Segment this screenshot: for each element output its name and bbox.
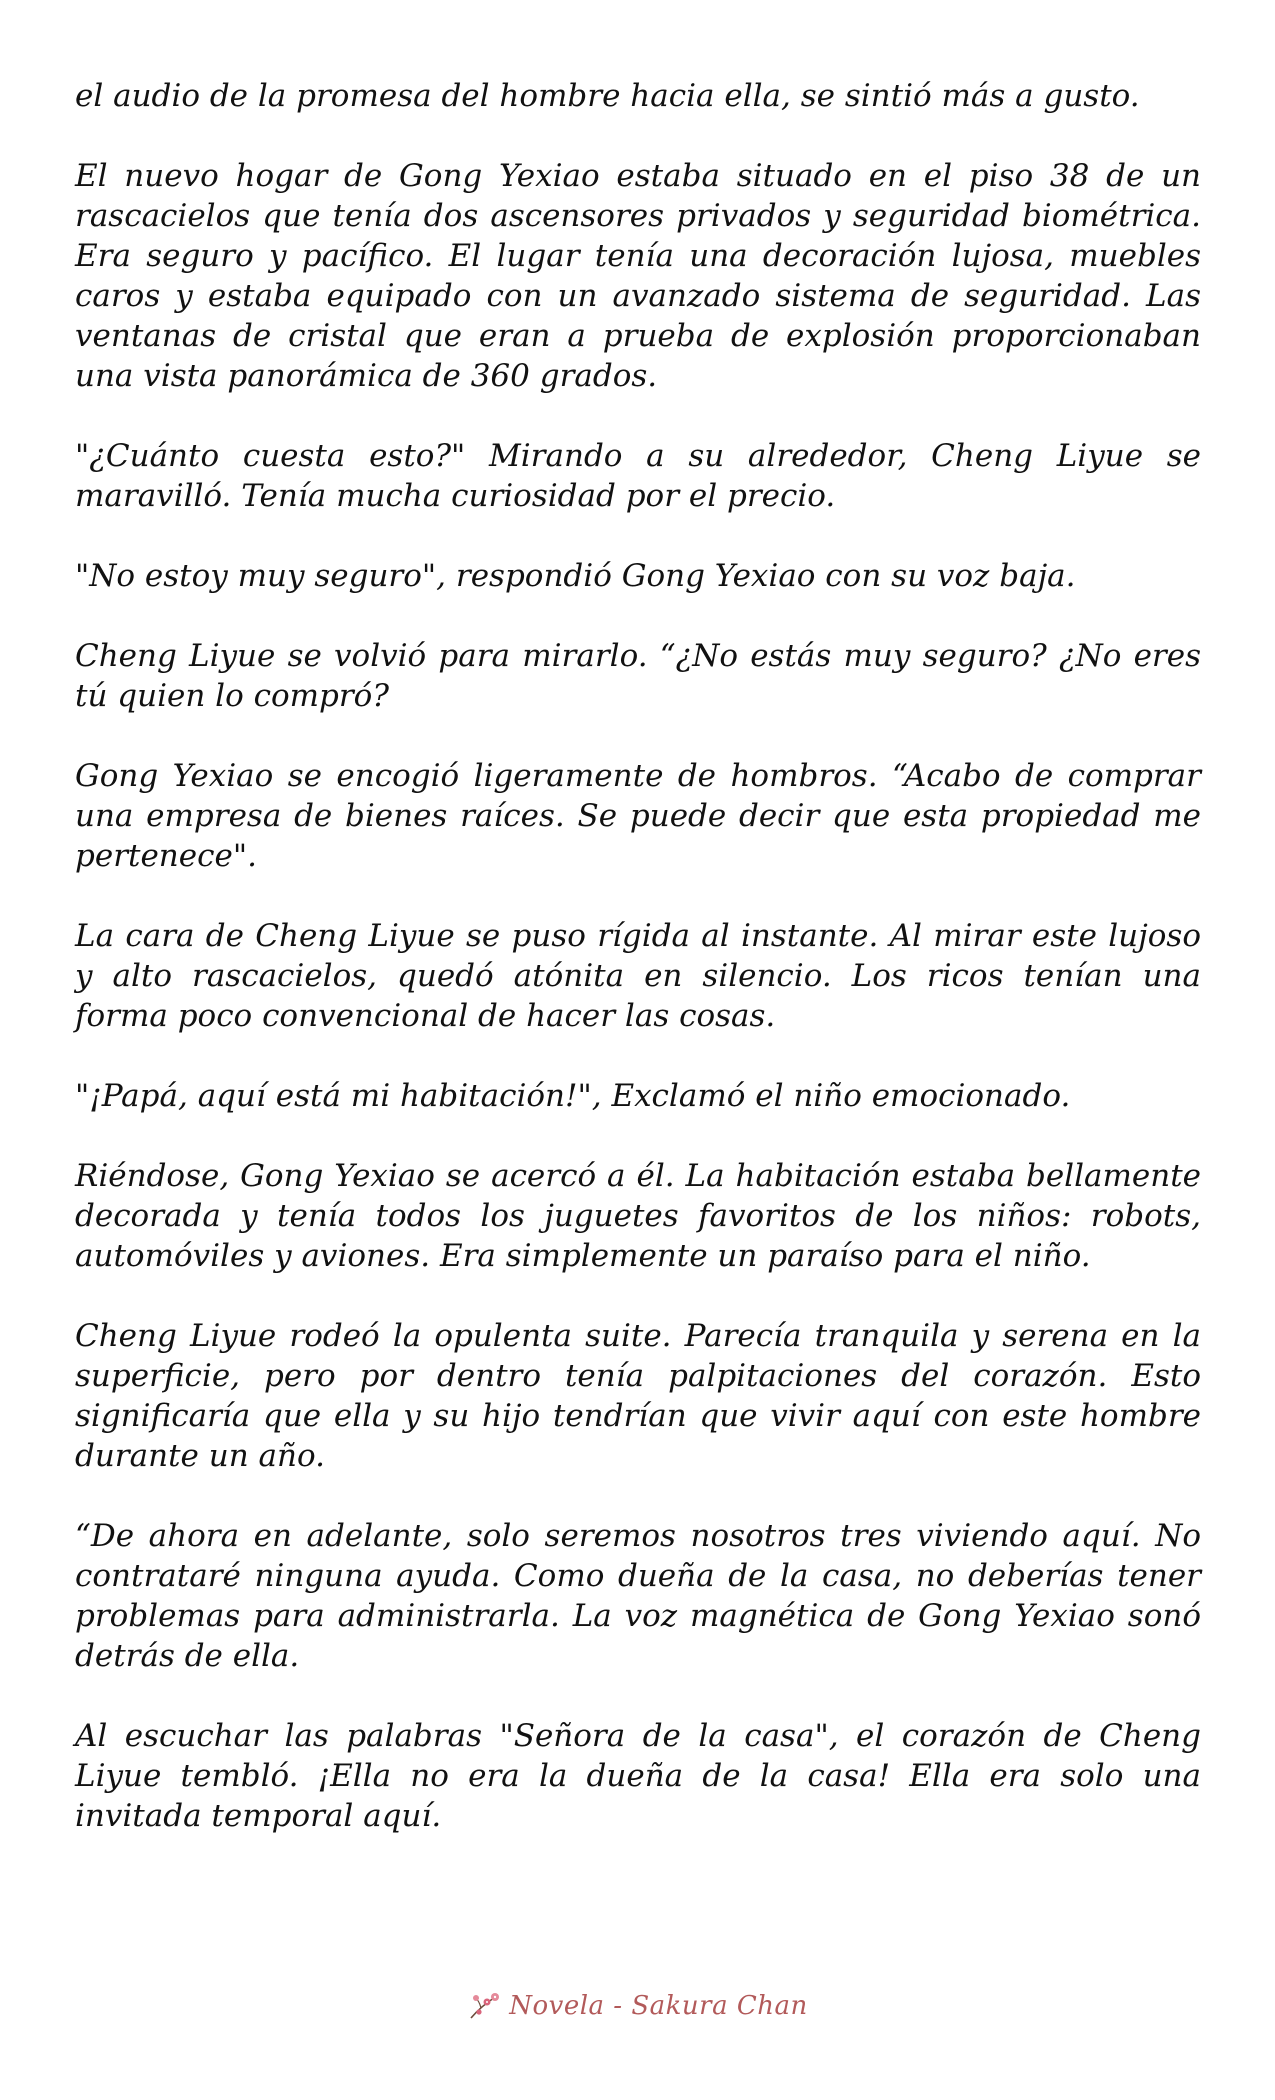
paragraph: La cara de Cheng Liyue se puso rígida al instante. Al mirar este lujoso y alto rascacielos, quedó atónita en silencio. Los ricos tenían una forma poco convencional de hacer las cosas. (75, 918, 1201, 1034)
paragraph: Al escuchar las palabras "Señora de la casa", el corazón de Cheng Liyue tembló. ¡Ella no era la dueña de la casa! Ella era solo una invitada temporal aquí. (75, 1718, 1201, 1834)
paragraph: "¿Cuánto cuesta esto?" Mirando a su alrededor, Cheng Liyue se maravilló. Tenía mucha curiosidad por el precio. (75, 438, 1201, 514)
footer-watermark (0, 1988, 1275, 2024)
document-body (75, 76, 1201, 1876)
paragraph: Riéndose, Gong Yexiao se acercó a él. La habitación estaba bellamente decorada y tenía todos los juguetes favoritos de los niños: robots, automóviles y aviones. Era simplemente un paraíso para el niño. (75, 1158, 1201, 1274)
paragraph: “De ahora en adelante, solo seremos nosotros tres viviendo aquí. No contrataré ninguna ayuda. Como dueña de la casa, no deberías tener problemas para administrarla. La voz magnética de Gong Yexiao sonó detrás de ella. (75, 1518, 1201, 1674)
sakura-flower-icon (467, 1988, 503, 2024)
paragraph: Cheng Liyue rodeó la opulenta suite. Parecía tranquila y serena en la superficie, pero por dentro tenía palpitaciones del corazón. Esto significaría que ella y su hijo tendrían que vivir aquí con este hombre durante un año. (75, 1318, 1201, 1474)
paragraph: Gong Yexiao se encogió ligeramente de hombros. “Acabo de comprar una empresa de bienes raíces. Se puede decir que esta propiedad me pertenece". (75, 758, 1201, 874)
paragraph: El nuevo hogar de Gong Yexiao estaba situado en el piso 38 de un rascacielos que tenía dos ascensores privados y seguridad biométrica. Era seguro y pacífico. El lugar tenía una decoración lujosa, muebles caros y estaba equipado con un avanzado sistema de seguridad. Las ventanas de cristal que eran a prueba de explosión proporcionaban una vista panorámica de 360 grados. (75, 158, 1201, 394)
paragraph: el audio de la promesa del hombre hacia ella, se sintió más a gusto. (75, 78, 1140, 114)
paragraph: Cheng Liyue se volvió para mirarlo. “¿No estás muy seguro? ¿No eres tú quien lo compró? (75, 638, 1201, 714)
paragraph: "¡Papá, aquí está mi habitación!", Exclamó el niño emocionado. (75, 1078, 1071, 1114)
paragraph: "No estoy muy seguro", respondió Gong Yexiao con su voz baja. (75, 558, 1076, 594)
footer-text: Novela - Sakura Chan (509, 1991, 808, 2021)
